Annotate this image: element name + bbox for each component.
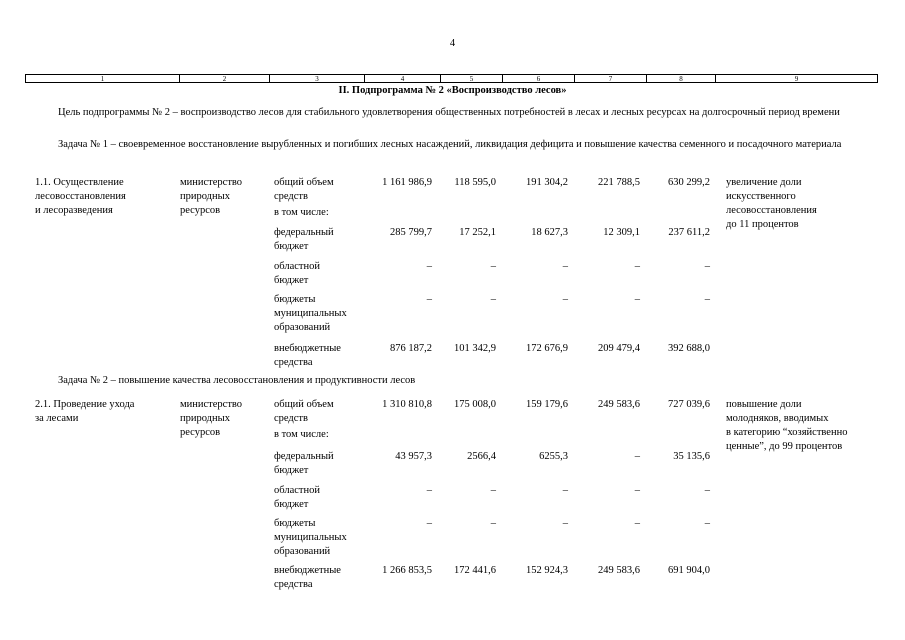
funding-source-label: в том числе:: [274, 207, 329, 218]
col-header-2: 2: [179, 75, 269, 82]
funding-value: –: [634, 261, 640, 272]
funding-value: 249 583,6: [598, 565, 640, 576]
funding-value: –: [562, 485, 568, 496]
expected-result: искусственного: [726, 191, 796, 202]
funding-source-label: средства: [274, 579, 313, 590]
funding-source-label: бюджет: [274, 499, 309, 510]
funding-source-label: средств: [274, 413, 308, 424]
measure-executor: природных: [180, 413, 230, 424]
funding-value: 101 342,9: [454, 343, 496, 354]
column-number-header: [25, 74, 878, 83]
funding-value: 12 309,1: [603, 227, 640, 238]
funding-source-label: федеральный: [274, 227, 334, 238]
funding-source-label: общий объем: [274, 399, 334, 410]
funding-value: –: [490, 294, 496, 305]
funding-value: 1 161 986,9: [382, 177, 432, 188]
funding-source-label: средств: [274, 191, 308, 202]
funding-value: 159 179,6: [526, 399, 568, 410]
funding-value: 118 595,0: [454, 177, 496, 188]
funding-value: 237 611,2: [668, 227, 710, 238]
funding-value: 727 039,6: [668, 399, 710, 410]
measure-name: за лесами: [35, 413, 79, 424]
measure-executor: ресурсов: [180, 205, 221, 216]
funding-value: –: [562, 294, 568, 305]
funding-value: –: [490, 518, 496, 529]
funding-value: 221 788,5: [598, 177, 640, 188]
funding-value: 285 799,7: [390, 227, 432, 238]
col-header-8: 8: [646, 75, 715, 82]
funding-source-label: средства: [274, 357, 313, 368]
subprogram-title: II. Подпрограмма № 2 «Воспроизводство лесов»: [338, 85, 567, 96]
funding-value: –: [704, 294, 710, 305]
funding-source-label: образований: [274, 546, 331, 557]
expected-result: молодняков, вводимых: [726, 413, 829, 424]
funding-source-label: образований: [274, 322, 331, 333]
funding-value: 209 479,4: [598, 343, 640, 354]
measure-name: лесовосстановления: [35, 191, 126, 202]
funding-source-label: внебюджетные: [274, 343, 341, 354]
funding-value: 1 310 810,8: [382, 399, 432, 410]
funding-value: –: [634, 451, 640, 462]
funding-value: 43 957,3: [395, 451, 432, 462]
task1-paragraph: Задача № 1 – своевременное восстановление вырубленных и погибших лесных насаждений, ликвидация дефицита и повышение качества семенного и посадочного материала: [58, 139, 842, 150]
funding-value: –: [426, 485, 432, 496]
funding-value: 191 304,2: [526, 177, 568, 188]
funding-source-label: муниципальных: [274, 308, 347, 319]
col-header-3: 3: [269, 75, 364, 82]
expected-result: лесовосстановления: [726, 205, 817, 216]
funding-source-label: бюджет: [274, 275, 309, 286]
goal-paragraph: Цель подпрограммы № 2 – воспроизводство лесов для стабильного удовлетворения общественных потребностей в лесах и лесных ресурсах на долгосрочный период времени: [58, 107, 840, 118]
funding-source-label: бюджет: [274, 465, 309, 476]
funding-value: 18 627,3: [531, 227, 568, 238]
measure-executor: ресурсов: [180, 427, 221, 438]
col-header-7: 7: [574, 75, 646, 82]
funding-value: 392 688,0: [668, 343, 710, 354]
funding-value: 17 252,1: [459, 227, 496, 238]
measure-executor: министерство: [180, 177, 243, 188]
col-header-6: 6: [502, 75, 574, 82]
measure-name: и лесоразведения: [35, 205, 113, 216]
funding-value: –: [634, 485, 640, 496]
funding-source-label: муниципальных: [274, 532, 347, 543]
funding-source-label: внебюджетные: [274, 565, 341, 576]
funding-source-label: областной: [274, 261, 320, 272]
funding-value: –: [426, 518, 432, 529]
expected-result: в категорию “хозяйственно: [726, 427, 848, 438]
funding-value: –: [426, 261, 432, 272]
funding-value: 249 583,6: [598, 399, 640, 410]
funding-value: –: [490, 485, 496, 496]
funding-value: 152 924,3: [526, 565, 568, 576]
funding-value: 175 008,0: [454, 399, 496, 410]
funding-value: –: [490, 261, 496, 272]
funding-value: –: [704, 518, 710, 529]
col-header-4: 4: [364, 75, 440, 82]
funding-value: 35 135,6: [673, 451, 710, 462]
funding-source-label: бюджет: [274, 241, 309, 252]
funding-value: 876 187,2: [390, 343, 432, 354]
expected-result: повышение доли: [726, 399, 802, 410]
funding-source-label: бюджеты: [274, 518, 316, 529]
funding-value: –: [426, 294, 432, 305]
measure-executor: министерство: [180, 399, 243, 410]
measure-name: 1.1. Осуществление: [35, 177, 124, 188]
funding-value: 6255,3: [539, 451, 568, 462]
funding-value: 1 266 853,5: [382, 565, 432, 576]
funding-source-label: бюджеты: [274, 294, 316, 305]
funding-value: –: [634, 518, 640, 529]
expected-result: до 11 процентов: [726, 219, 799, 230]
funding-source-label: федеральный: [274, 451, 334, 462]
funding-value: 172 441,6: [454, 565, 496, 576]
page-number: 4: [449, 38, 456, 49]
funding-value: 172 676,9: [526, 343, 568, 354]
expected-result: увеличение доли: [726, 177, 802, 188]
task2-paragraph: Задача № 2 – повышение качества лесовосстановления и продуктивности лесов: [58, 375, 416, 386]
funding-value: –: [704, 261, 710, 272]
col-header-1: 1: [100, 75, 105, 83]
expected-result: ценные”, до 99 процентов: [726, 441, 843, 452]
funding-source-label: общий объем: [274, 177, 334, 188]
col-header-5: 5: [440, 75, 502, 82]
funding-value: 2566,4: [467, 451, 496, 462]
measure-executor: природных: [180, 191, 230, 202]
col-header-9: 9: [715, 75, 877, 82]
measure-name: 2.1. Проведение ухода: [35, 399, 135, 410]
funding-source-label: областной: [274, 485, 320, 496]
funding-value: 691 904,0: [668, 565, 710, 576]
funding-value: –: [634, 294, 640, 305]
funding-value: –: [562, 261, 568, 272]
funding-source-label: в том числе:: [274, 429, 329, 440]
funding-value: –: [704, 485, 710, 496]
funding-value: –: [562, 518, 568, 529]
funding-value: 630 299,2: [668, 177, 710, 188]
